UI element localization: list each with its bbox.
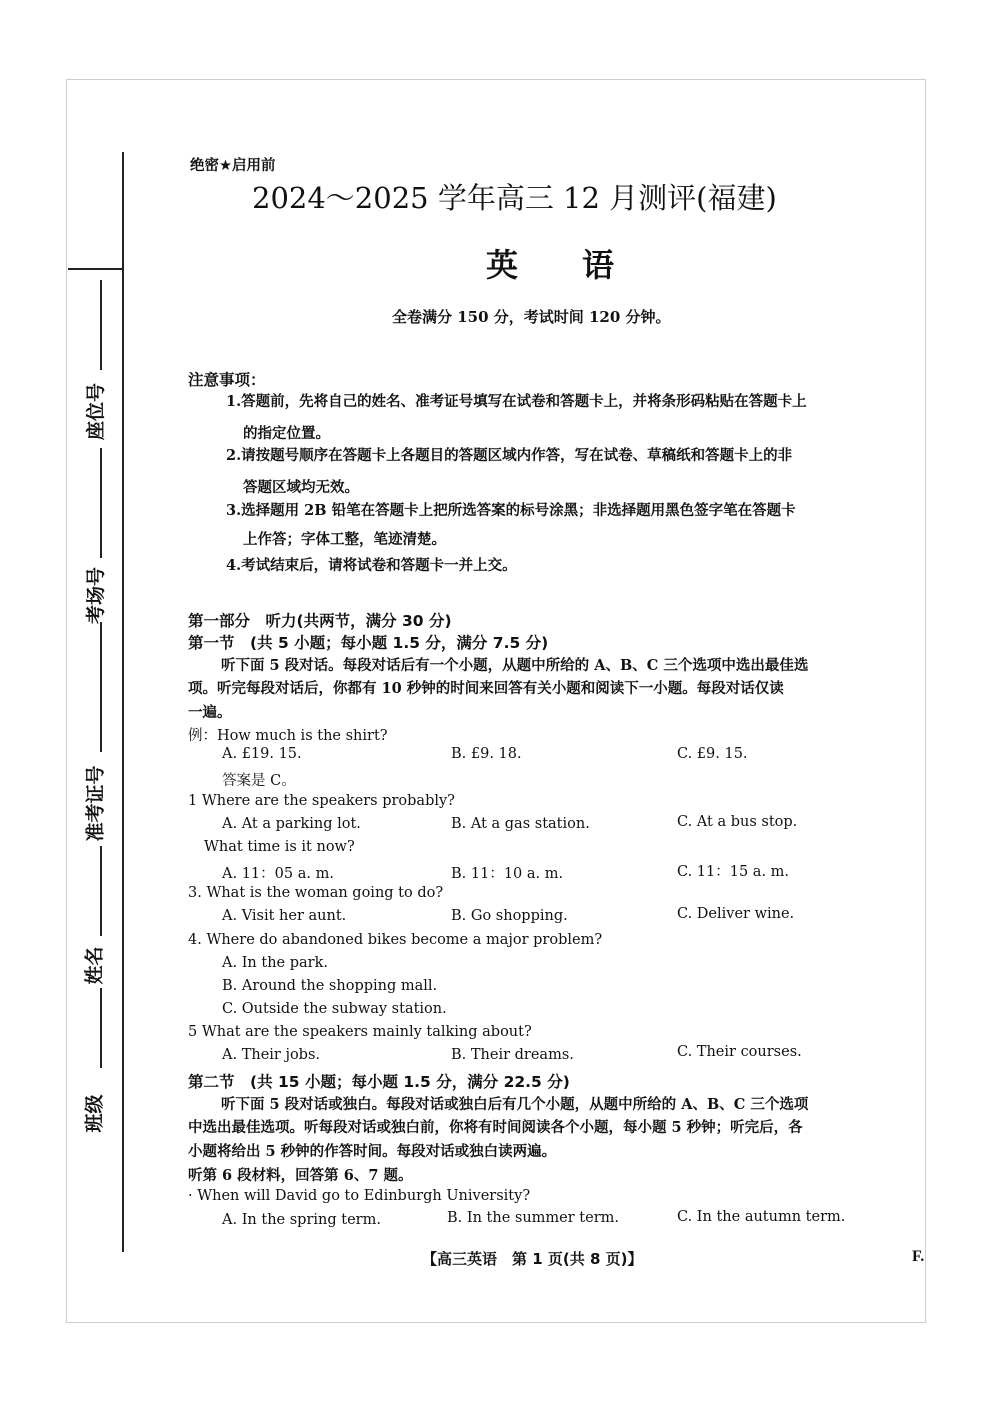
exam-title: 2024～2025 学年高三 12 月测评(福建) bbox=[252, 181, 777, 215]
room-number-line bbox=[100, 448, 102, 558]
q2-option-a: A. 11：05 a. m. bbox=[222, 866, 334, 882]
q4-option-a: A. In the park. bbox=[222, 955, 328, 971]
score-time-info: 全卷满分 150 分，考试时间 120 分钟。 bbox=[392, 308, 671, 326]
exam-id-label: 准考证号 bbox=[84, 765, 107, 842]
q5-option-b: B. Their dreams. bbox=[451, 1047, 574, 1063]
example-option-b: B. £9. 18. bbox=[451, 746, 522, 762]
section2-instruction: 听下面 5 段对话或独白。每段对话或独白后有几个小题，从题中所给的 A、B、C 三个选项 bbox=[221, 1096, 809, 1113]
q6-option-b: B. In the summer term. bbox=[447, 1210, 620, 1226]
q5-option-c: C. Their courses. bbox=[677, 1044, 802, 1060]
question-3: 3. What is the woman going to do? bbox=[188, 885, 444, 901]
exam-id-line-top bbox=[100, 622, 102, 752]
example-option-c: C. £9. 15. bbox=[677, 746, 748, 762]
q2-option-c: C. 11：15 a. m. bbox=[677, 864, 790, 880]
binding-tick bbox=[68, 268, 124, 270]
notice-line: 3.选择题用 2B 铅笔在答题卡上把所选答案的标号涂黑；非选择题用黑色签字笔在答题卡 bbox=[226, 502, 796, 519]
name-label: 姓名 bbox=[83, 946, 106, 985]
q6-option-a: A. In the spring term. bbox=[222, 1212, 381, 1228]
q2-option-b: B. 11：10 a. m. bbox=[451, 866, 564, 882]
notice-line: 的指定位置。 bbox=[243, 425, 330, 442]
notice-line: 1.答题前，先将自己的姓名、准考证号填写在试卷和答题卡上，并将条形码粘贴在答题卡上 bbox=[226, 393, 807, 410]
seat-number-line bbox=[100, 280, 102, 370]
example-option-a: A. £19. 15. bbox=[222, 746, 302, 762]
subject-title: 英 语 bbox=[486, 246, 615, 284]
q1-option-a: A. At a parking lot. bbox=[222, 816, 361, 832]
exam-id-line-bottom bbox=[100, 846, 102, 936]
q5-option-a: A. Their jobs. bbox=[222, 1047, 321, 1063]
question-1: 1 Where are the speakers probably? bbox=[188, 793, 455, 809]
section2-heading: 第二节 (共 15 小题；每小题 1.5 分，满分 22.5 分) bbox=[188, 1073, 570, 1091]
paper-code: F. bbox=[912, 1248, 925, 1265]
section2-instruction: 中选出最佳选项。听每段对话或独白前，你将有时间阅读各个小题，每小题 5 秒钟；听完后，各 bbox=[188, 1119, 803, 1136]
part1-heading: 第一部分 听力(共两节，满分 30 分) bbox=[188, 612, 452, 630]
question-4: 4. Where do abandoned bikes become a major problem? bbox=[188, 932, 603, 948]
question-6: · When will David go to Edinburgh University? bbox=[188, 1188, 531, 1204]
seat-number-label: 座位号 bbox=[85, 382, 108, 441]
name-line bbox=[100, 988, 102, 1068]
example-answer: 答案是 C。 bbox=[222, 773, 296, 789]
section1-instruction: 项。听完每段对话后，你都有 10 秒钟的时间来回答有关小题和阅读下一小题。每段对话仅读 bbox=[188, 680, 784, 697]
q1-option-b: B. At a gas station. bbox=[451, 816, 590, 832]
section2-instruction: 小题将给出 5 秒钟的作答时间。每段对话或独白读两遍。 bbox=[188, 1143, 557, 1160]
page-footer: 【高三英语 第 1 页(共 8 页)】 bbox=[422, 1250, 643, 1268]
notice-line: 4.考试结束后，请将试卷和答题卡一并上交。 bbox=[226, 557, 517, 574]
confidential-mark: 绝密★启用前 bbox=[190, 158, 276, 174]
notice-line: 答题区域均无效。 bbox=[243, 479, 359, 496]
section1-heading: 第一节 (共 5 小题；每小题 1.5 分，满分 7.5 分) bbox=[188, 634, 549, 652]
q1-option-c: C. At a bus stop. bbox=[677, 814, 798, 830]
section1-instruction: 听下面 5 段对话。每段对话后有一个小题，从题中所给的 A、B、C 三个选项中选出最佳选 bbox=[221, 657, 809, 674]
notice-heading: 注意事项： bbox=[188, 371, 266, 389]
section1-instruction: 一遍。 bbox=[188, 704, 232, 721]
room-number-label: 考场号 bbox=[85, 566, 108, 625]
class-label: 班级 bbox=[83, 1094, 106, 1133]
q4-option-c: C. Outside the subway station. bbox=[222, 1001, 447, 1017]
notice-line: 上作答；字体工整，笔迹清楚。 bbox=[243, 531, 446, 548]
q3-option-a: A. Visit her aunt. bbox=[222, 908, 347, 924]
question-5: 5 What are the speakers mainly talking about? bbox=[188, 1024, 532, 1040]
binding-line bbox=[122, 152, 124, 1252]
notice-line: 2.请按题号顺序在答题卡上各题目的答题区域内作答，写在试卷、草稿纸和答题卡上的非 bbox=[226, 447, 793, 464]
question-2: What time is it now? bbox=[204, 839, 355, 855]
material-6-instruction: 听第 6 段材料，回答第 6、7 题。 bbox=[188, 1167, 413, 1184]
q6-option-c: C. In the autumn term. bbox=[677, 1209, 846, 1225]
example-question: 例：How much is the shirt? bbox=[188, 728, 388, 744]
q4-option-b: B. Around the shopping mall. bbox=[222, 978, 438, 994]
q3-option-b: B. Go shopping. bbox=[451, 908, 568, 924]
q3-option-c: C. Deliver wine. bbox=[677, 906, 795, 922]
